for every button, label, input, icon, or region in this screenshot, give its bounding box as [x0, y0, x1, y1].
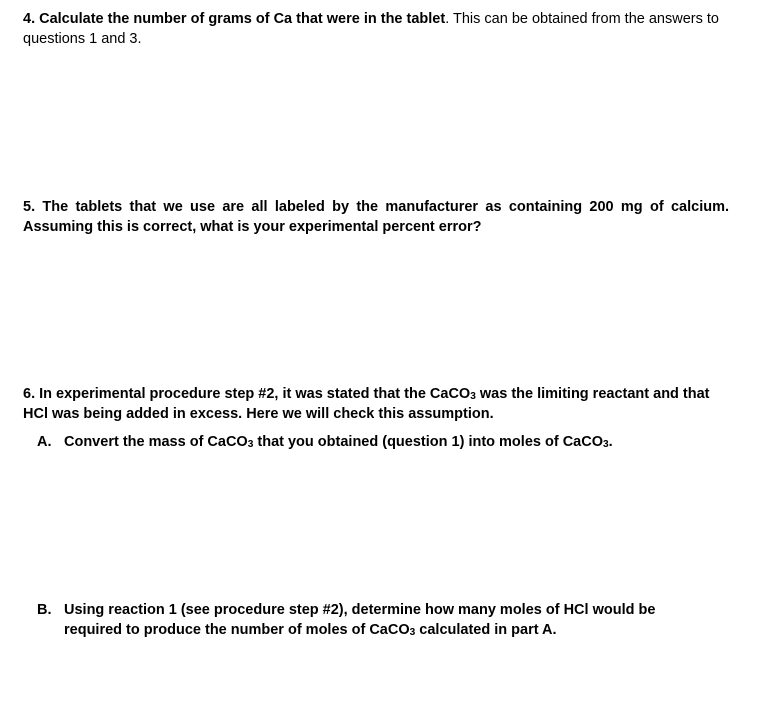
- question-6a-text: Convert the mass of CaCO$_3$ that you obtained (question 1) into moles of CaCO$_3$.: [64, 434, 613, 450]
- question-6-text-2: was the limiting reactant and that HCl was being added in excess. Here we will check this assumption.: [23, 386, 710, 422]
- question-5-text: 5. The tablets that we use are all labeled by the manufacturer as containing 200 mg of calcium. Assuming this is correct, what is your experimental percent error?: [23, 199, 729, 235]
- question-4-prompt: 4. Calculate the number of grams of Ca that were in the tablet: [23, 11, 446, 27]
- question-4: [23, 9, 735, 49]
- question-6a: [37, 432, 727, 452]
- question-5: [23, 197, 729, 237]
- question-6-text-1: 6. In experimental procedure step #2, it was stated that the CaCO: [23, 386, 471, 402]
- question-6b: [37, 600, 697, 640]
- question-6b-label: B.: [37, 602, 52, 618]
- question-4-hint: . This can be obtained from the answers to questions 1 and 3.: [23, 11, 719, 47]
- question-6: [23, 384, 723, 424]
- question-6-subscript: 3: [470, 391, 476, 402]
- question-6b-text: Using reaction 1 (see procedure step #2), determine how many moles of HCl would be required to produce the number of moles of CaCO$_3$ calculated in part A.: [64, 602, 656, 638]
- question-6a-label: A.: [37, 434, 52, 450]
